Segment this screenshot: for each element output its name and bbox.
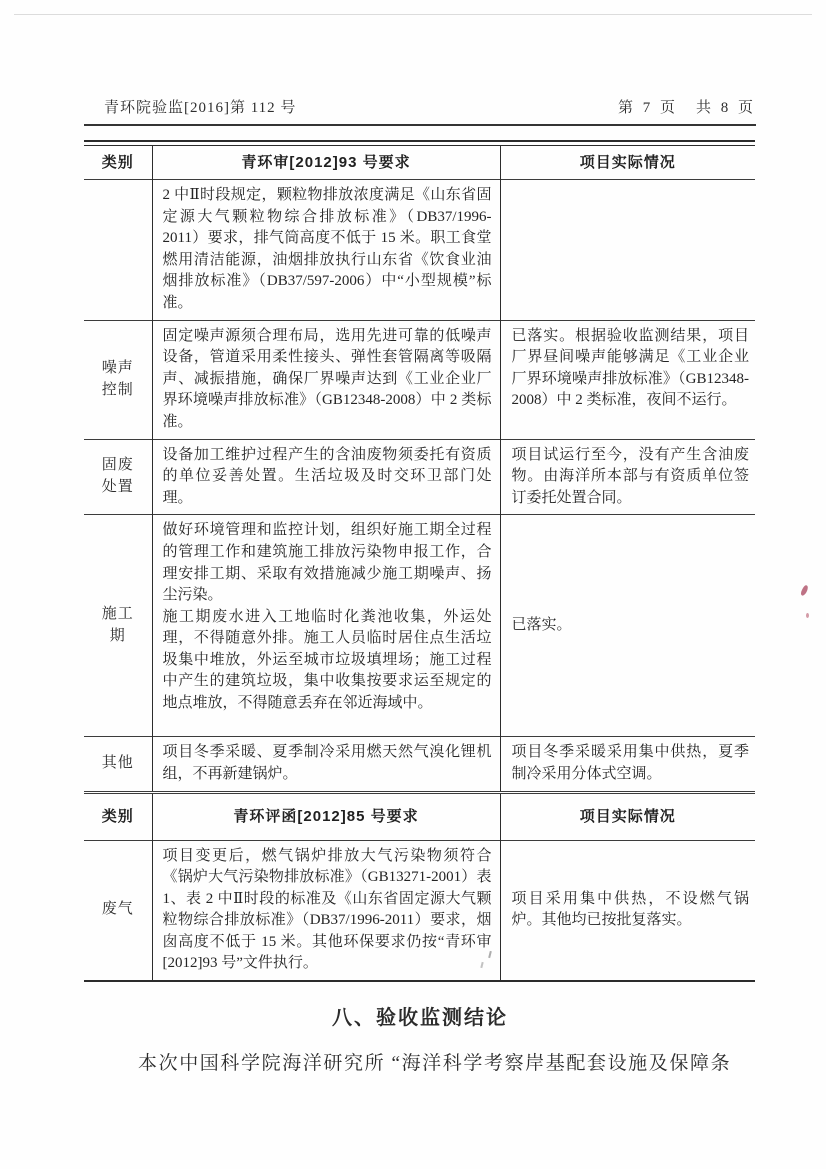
requirement-paragraph-1: 做好环境管理和监控计划，组织好施工期全过程的管理工作和建筑施工排放污染物申报工作，合理安排工期、采取有效措施减少施工期噪声、扬尘污染。 xyxy=(162,522,492,604)
row-category: 其他 xyxy=(101,755,134,772)
table-row-other xyxy=(84,737,755,792)
table-row-construction-period xyxy=(84,515,755,737)
row-category: 废气 xyxy=(101,901,134,918)
table-header-row-section1 xyxy=(84,146,755,180)
scan-artifact-line xyxy=(14,14,812,15)
col-header-actual: 项目实际情况 xyxy=(579,807,676,825)
table-row-solid-waste xyxy=(84,439,755,515)
page-number: 第 7 页 共 8 页 xyxy=(617,100,756,116)
scan-artifact-mark xyxy=(800,584,810,596)
row-requirement xyxy=(152,515,500,737)
row-actual xyxy=(500,180,755,321)
row-category: 施工期 xyxy=(101,606,134,644)
table-row-waste-gas xyxy=(84,840,755,981)
row-category: 噪声控制 xyxy=(101,359,134,398)
row-actual: 已落实。 xyxy=(511,617,572,634)
scan-artifact-mark xyxy=(806,613,809,618)
row-requirement: 固定噪声源须合理布局，选用先进可靠的低噪声设备，管道采用柔性接头、弹性套管隔离等吸隔声、减振措施，确保厂界噪声达到《工业企业厂界环境噪声排放标准》（GB12348-2008）中 2 类标准。 xyxy=(152,320,500,439)
doc-number: 青环院验监[2016]第 112 号 xyxy=(104,100,297,116)
table-header-row-section2 xyxy=(84,792,755,840)
row-actual: 项目采用集中供热，不设燃气锅炉。其他均已按批复落实。 xyxy=(511,890,749,929)
row-category: 固废处置 xyxy=(101,457,134,495)
col-header-category: 类别 xyxy=(101,807,134,825)
requirement-paragraph-2: 施工期废水进入工地临时化粪池收集，外运处理，不得随意外排。施工人员临时居住点生活垃圾集中堆放，外运至城市垃圾填埋场；施工过程中产生的建筑垃圾，集中收集按要求运至规定的地点堆放，不得随意丢弃在邻近海域中。 xyxy=(162,608,492,712)
col-header-category: 类别 xyxy=(101,153,134,171)
col-header-actual: 项目实际情况 xyxy=(579,153,676,171)
row-requirement: 项目冬季采暖、夏季制冷采用燃天然气溴化锂机组，不再新建锅炉。 xyxy=(152,737,500,792)
table-row-noise-control xyxy=(84,320,755,439)
col-header-requirement: 青环审[2012]93 号要求 xyxy=(152,146,500,180)
conclusion-paragraph: 本次中国科学院海洋研究所 “海洋科学考察岸基配套设施及保障条 xyxy=(138,1053,732,1074)
row-actual: 项目冬季采暖采用集中供热，夏季制冷采用分体式空调。 xyxy=(511,744,749,782)
row-category xyxy=(84,180,152,321)
col-header-requirement: 青环评函[2012]85 号要求 xyxy=(152,792,500,840)
row-actual: 已落实。根据验收监测结果，项目厂界昼间噪声能够满足《工业企业厂界环境噪声排放标准》（GB12348-2008）中 2 类标准，夜间不运行。 xyxy=(511,327,749,409)
row-requirement: 设备加工维护过程产生的含油废物须委托有资质的单位妥善处置。生活垃圾及时交环卫部门处理。 xyxy=(152,439,500,515)
section-heading: 八、验收监测结论 xyxy=(332,1007,508,1029)
row-requirement: 2 中Ⅱ时段规定，颗粒物排放浓度满足《山东省固定源大气颗粒物综合排放标准》（DB37/1996-2011）要求，排气筒高度不低于 15 米。职工食堂燃用清洁能源，油烟排放执行山东省《饮食业油烟排放标准》（DB37/597-2006）中“小型规模”标准。 xyxy=(152,180,500,321)
header-rule xyxy=(84,124,756,126)
table-row-continuation xyxy=(84,180,755,321)
page-header xyxy=(104,96,756,117)
compliance-table xyxy=(84,140,755,982)
row-requirement: 项目变更后，燃气锅炉排放大气污染物须符合《锅炉大气污染物排放标准》（GB13271-2001）表 1、表 2 中Ⅱ时段的标准及《山东省固定源大气颗粒物综合排放标准》（DB37/1996-2011）要求，烟囱高度不低于 15 米。其他环保要求仍按“青环审[2012]93 号”文件执行。 xyxy=(152,840,500,981)
row-actual: 项目试运行至今，没有产生含油废物。由海洋所本部与有资质单位签订委托处置合同。 xyxy=(511,446,749,506)
